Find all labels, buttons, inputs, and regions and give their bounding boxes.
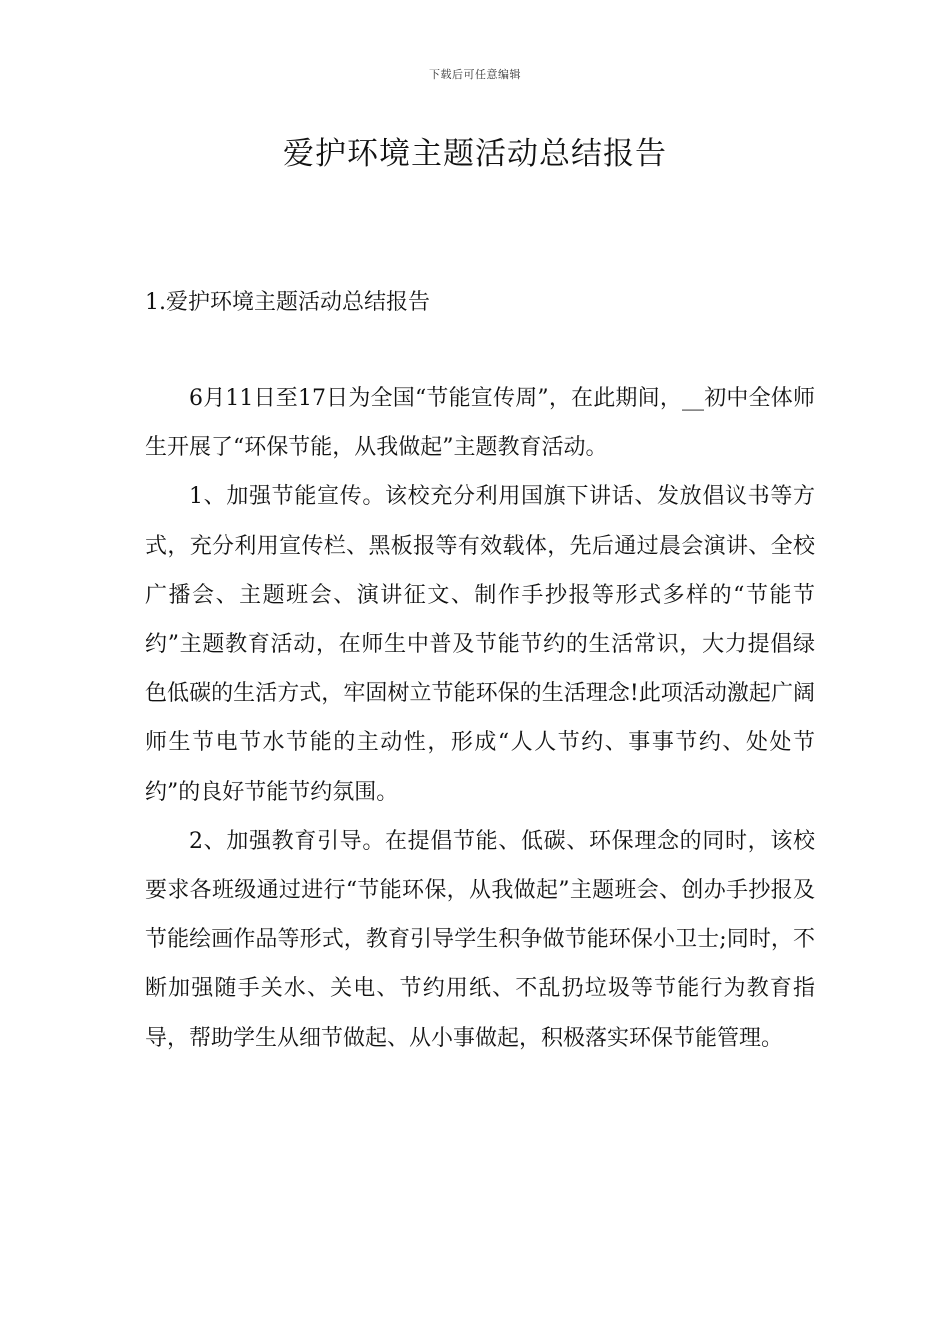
body-text bbox=[145, 374, 815, 1063]
paragraph: 2、加强教育引导。在提倡节能、低碳、环保理念的同时，该校要求各班级通过进行“节能环保，从我做起”主题班会、创办手抄报及节能绘画作品等形式，教育引导学生积争做节能环保小卫士;同时，不断加强随手关水、关电、节约用纸、不乱扔垃圾等节能行为教育指导，帮助学生从细节做起、从小事做起，积极落实环保节能管理。 bbox=[145, 828, 815, 1051]
section-heading: 1.爱护环境主题活动总结报告 bbox=[145, 290, 430, 315]
header-note: 下载后可任意编辑 bbox=[429, 68, 521, 81]
document-title: 爱护环境主题活动总结报告 bbox=[283, 136, 667, 172]
paragraph: 1、加强节能宣传。该校充分利用国旗下讲话、发放倡议书等方式，充分利用宣传栏、黑板报等有效载体，先后通过晨会演讲、全校广播会、主题班会、演讲征文、制作手抄报等形式多样的“节能节约”主题教育活动，在师生中普及节能节约的生活常识，大力提倡绿色低碳的生活方式，牢固树立节能环保的生活理念!此项活动激起广阔师生节电节水节能的主动性，形成“人人节约、事事节约、处处节约”的良好节能节约氛围。 bbox=[145, 484, 815, 805]
paragraph: 6月11日至17日为全国“节能宣传周”，在此期间，__初中全体师生开展了“环保节能，从我做起”主题教育活动。 bbox=[145, 386, 815, 461]
